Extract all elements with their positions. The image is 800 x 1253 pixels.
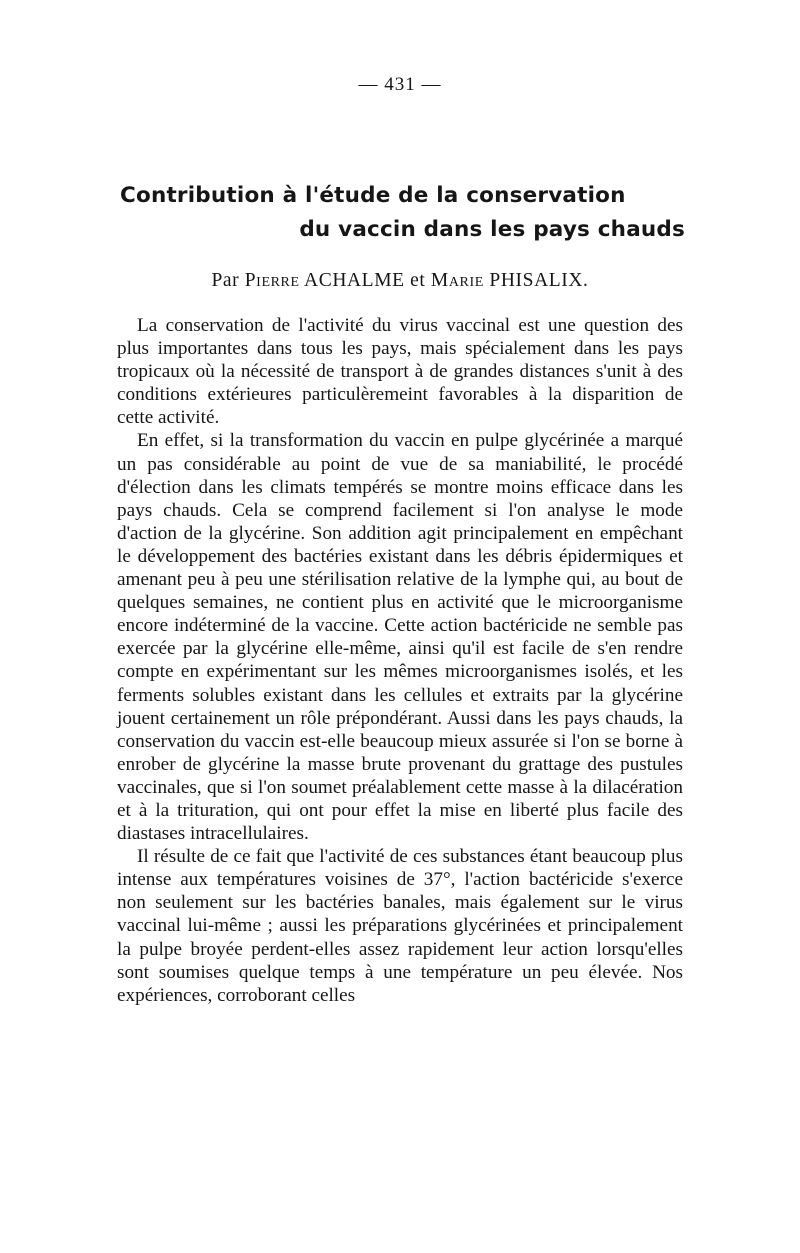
paragraph-3: Il résulte de ce fait que l'activité de ces substances étant beaucoup plus intense aux températures voisines de 37°, l'action bactéricide s'exerce non seulement sur les bactéries banales, mais également sur le virus vaccinal lui-même ; aussi les préparations glycérinées et principalement la pulpe broyée perdent-elles assez rapidement leur action lorsqu'elles sont soumises quelque temps à une température un peu élevée. Nos expériences, corroborant celles (117, 846, 683, 1006)
author-2-given-name: Marie (430, 270, 484, 291)
paragraph-2: En effet, si la transformation du vaccin en pulpe glycérinée a marqué un pas considérable au point de vue de sa maniabilité, le procédé d'élection dans les climats tempérés se montre moins efficace dans les pays chauds. Cela se comprend facilement si l'on analyse le mode d'action de la glycérine. Son addition agit principalement en empêchant le développement des bactéries existant dans les débris épidermiques et amenant peu à peu une stérilisation relative de la lymphe qui, au bout de quelques semaines, ne contient plus en activité que le microorganisme encore indéterminé de la vaccine. Cette action bactéricide ne semble pas exercée par la glycérine elle-même, ainsi qu'il est facile de s'en rendre compte en expérimentant sur les mêmes microorganismes isolés, et les ferments solubles existant dans les cellules et extraits par la glycérine jouent certainement un rôle prépondérant. Aussi dans les pays chauds, la conservation du vaccin est-elle beaucoup mieux assurée si l'on se borne à enrober de glycérine la masse brute provenant du grattage des pustules vaccinales, que si l'on soumet préalablement cette masse à la dilacération et à la trituration, qui ont pour effet la mise en liberté plus facile des diastases intracellulaires. (117, 430, 683, 845)
article-body (117, 314, 683, 1007)
article-title-line-1: Contribution à l'étude de la conservation (120, 183, 626, 208)
byline (0, 270, 800, 292)
byline-conjunction: et (410, 270, 426, 291)
author-1-given-name: Pierre (244, 270, 300, 291)
author-1-family-name: ACHALME (304, 270, 405, 291)
page-number: — 431 — (358, 74, 442, 95)
author-2-family-name: PHISALIX. (489, 270, 589, 291)
paragraph-1: La conservation de l'activité du virus vaccinal est une question des plus importantes dans tous les pays, mais spécialement dans les pays tropicaux où la nécessité de transport à de grandes distances s'unit à des conditions extérieures particulèremeint favorables à la disparition de cette activité. (117, 315, 683, 429)
article-title-line-2: du vaccin dans les pays chauds (299, 217, 685, 242)
byline-prefix: Par (211, 270, 240, 291)
